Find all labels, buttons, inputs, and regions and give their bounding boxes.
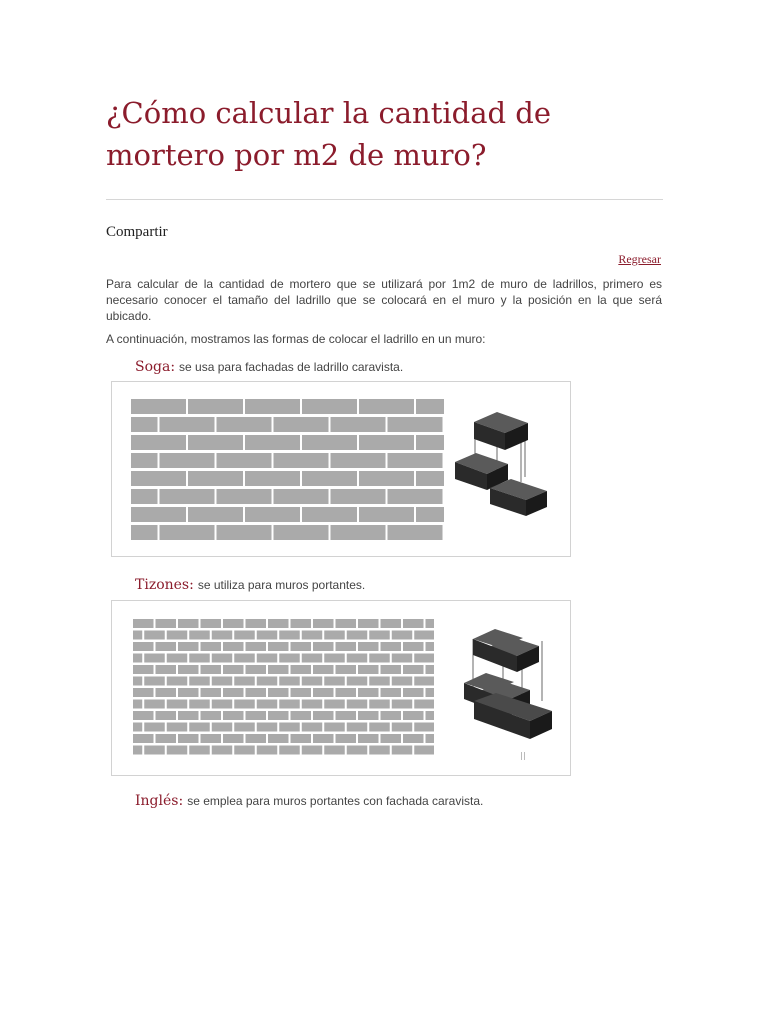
brick [416, 399, 444, 414]
method-soga [135, 358, 403, 376]
brick [234, 654, 255, 663]
brick [201, 711, 222, 720]
brick [369, 654, 390, 663]
brick [156, 642, 177, 651]
brick [347, 677, 368, 686]
brick [313, 734, 334, 743]
brick [212, 631, 233, 640]
brick [381, 711, 402, 720]
brick [212, 746, 233, 755]
brick [217, 525, 272, 540]
brick [358, 642, 379, 651]
brick [291, 711, 312, 720]
brick [188, 435, 243, 450]
brick [302, 700, 323, 709]
brick [131, 489, 158, 504]
brick [279, 700, 300, 709]
brick [156, 711, 177, 720]
brick [234, 746, 255, 755]
intro-paragraph: Para calcular de la cantidad de mortero que se utilizará por 1m2 de muro de ladrillos, primero es necesario conocer el tamaño del ladrillo que se colocará en el muro y la posición en la que será ubicado. [106, 277, 662, 323]
brick [234, 700, 255, 709]
brick [223, 665, 244, 674]
brick [133, 654, 142, 663]
soga-wall [131, 399, 444, 540]
brick [426, 711, 435, 720]
brick [359, 435, 414, 450]
brick [223, 642, 244, 651]
brick [201, 665, 222, 674]
brick [178, 619, 199, 628]
brick [369, 677, 390, 686]
brick [414, 631, 434, 640]
brick [347, 631, 368, 640]
method-tizones [135, 576, 365, 594]
brick [268, 665, 289, 674]
brick [403, 642, 424, 651]
method-description: se utiliza para muros portantes. [197, 578, 366, 592]
brick [234, 631, 255, 640]
brick [291, 688, 312, 697]
brick [144, 654, 165, 663]
brick [201, 642, 222, 651]
brick [133, 734, 154, 743]
brick [212, 677, 233, 686]
brick [133, 746, 142, 755]
brick [359, 399, 414, 414]
brick [246, 711, 267, 720]
brick [392, 700, 413, 709]
brick [279, 723, 300, 732]
brick [217, 453, 272, 468]
brick [189, 631, 210, 640]
lead-paragraph: A continuación, mostramos las formas de colocar el ladrillo en un muro: [106, 332, 486, 346]
brick [212, 654, 233, 663]
brick [246, 688, 267, 697]
brick [133, 688, 154, 697]
brick [403, 711, 424, 720]
brick [268, 642, 289, 651]
brick [131, 435, 186, 450]
brick [381, 734, 402, 743]
brick [381, 619, 402, 628]
brick [347, 723, 368, 732]
brick [358, 619, 379, 628]
brick [336, 688, 357, 697]
brick [257, 654, 278, 663]
method-term: Inglés: [135, 793, 184, 809]
brick [359, 507, 414, 522]
brick [358, 665, 379, 674]
brick [167, 654, 188, 663]
brick [178, 734, 199, 743]
tizones-illustration [112, 601, 570, 775]
brick [245, 471, 300, 486]
brick [331, 489, 386, 504]
brick [274, 489, 329, 504]
brick [324, 700, 345, 709]
brick [403, 619, 424, 628]
brick [302, 677, 323, 686]
brick [131, 507, 186, 522]
method-term: Tizones: [135, 577, 194, 593]
brick [246, 642, 267, 651]
brick [279, 677, 300, 686]
brick [133, 677, 142, 686]
brick [416, 435, 444, 450]
brick [167, 746, 188, 755]
brick [131, 471, 186, 486]
brick [279, 746, 300, 755]
brick [426, 688, 435, 697]
brick [403, 734, 424, 743]
title-divider [106, 199, 663, 200]
brick [358, 711, 379, 720]
brick [212, 723, 233, 732]
brick [302, 631, 323, 640]
brick [133, 711, 154, 720]
tizones-wall [133, 619, 434, 755]
brick [201, 734, 222, 743]
brick [388, 417, 443, 432]
brick [302, 507, 357, 522]
brick [167, 700, 188, 709]
brick [426, 734, 435, 743]
brick [388, 525, 443, 540]
brick [369, 723, 390, 732]
brick [189, 723, 210, 732]
brick [268, 688, 289, 697]
brick [217, 489, 272, 504]
brick [302, 723, 323, 732]
brick [403, 665, 424, 674]
brick [302, 471, 357, 486]
brick [223, 734, 244, 743]
brick [358, 734, 379, 743]
brick [257, 746, 278, 755]
brick [131, 525, 158, 540]
brick [160, 453, 215, 468]
brick [331, 525, 386, 540]
brick [426, 642, 435, 651]
brick [160, 417, 215, 432]
soga-brick-stack-diagram [455, 412, 547, 516]
brick [223, 688, 244, 697]
brick [131, 399, 186, 414]
brick [201, 619, 222, 628]
brick [189, 700, 210, 709]
brick [381, 665, 402, 674]
brick [291, 619, 312, 628]
brick [426, 619, 435, 628]
brick [369, 746, 390, 755]
brick [188, 399, 243, 414]
brick [167, 723, 188, 732]
brick [188, 471, 243, 486]
brick [403, 688, 424, 697]
brick [268, 619, 289, 628]
brick [324, 631, 345, 640]
brick [257, 700, 278, 709]
brick [245, 435, 300, 450]
brick [347, 654, 368, 663]
brick [133, 700, 142, 709]
brick [257, 723, 278, 732]
brick [279, 654, 300, 663]
brick [246, 665, 267, 674]
brick [257, 677, 278, 686]
brick [347, 746, 368, 755]
brick [144, 746, 165, 755]
brick [178, 642, 199, 651]
brick [178, 688, 199, 697]
brick [156, 665, 177, 674]
brick [178, 665, 199, 674]
brick [189, 654, 210, 663]
brick [234, 677, 255, 686]
brick [388, 453, 443, 468]
brick [223, 711, 244, 720]
brick [313, 665, 334, 674]
brick [369, 700, 390, 709]
brick [336, 642, 357, 651]
method-description: se emplea para muros portantes con fachada caravista. [187, 794, 484, 808]
brick [234, 723, 255, 732]
brick [246, 619, 267, 628]
brick [268, 734, 289, 743]
brick [144, 631, 165, 640]
brick [279, 631, 300, 640]
brick [324, 746, 345, 755]
brick [268, 711, 289, 720]
soga-illustration [112, 382, 570, 556]
brick [133, 723, 142, 732]
method-term: Soga: [135, 359, 176, 375]
brick [416, 471, 444, 486]
brick [217, 417, 272, 432]
brick [291, 665, 312, 674]
brick [212, 700, 233, 709]
brick [388, 489, 443, 504]
brick [160, 489, 215, 504]
tizones-brick-stack-diagram [464, 629, 552, 739]
brick [291, 642, 312, 651]
share-label[interactable]: Compartir [106, 224, 168, 240]
brick [133, 665, 154, 674]
brick [302, 399, 357, 414]
figure-tizones [111, 600, 571, 776]
brick [144, 677, 165, 686]
brick [336, 711, 357, 720]
brick [245, 399, 300, 414]
brick [291, 734, 312, 743]
brick [347, 700, 368, 709]
brick [324, 677, 345, 686]
brick [156, 734, 177, 743]
brick [188, 507, 243, 522]
brick [414, 654, 434, 663]
brick [331, 417, 386, 432]
brick [167, 677, 188, 686]
brick [257, 631, 278, 640]
figure-mark [521, 752, 525, 760]
brick [369, 631, 390, 640]
brick [245, 507, 300, 522]
brick [131, 453, 158, 468]
brick [414, 677, 434, 686]
brick [167, 631, 188, 640]
method-ingles [135, 792, 483, 810]
brick [144, 723, 165, 732]
brick [131, 417, 158, 432]
brick [414, 746, 434, 755]
brick [302, 654, 323, 663]
brick [416, 507, 444, 522]
brick [392, 677, 413, 686]
brick [274, 417, 329, 432]
brick [392, 746, 413, 755]
brick [274, 525, 329, 540]
brick [331, 453, 386, 468]
brick [392, 654, 413, 663]
brick [392, 723, 413, 732]
brick [313, 642, 334, 651]
brick [189, 746, 210, 755]
page-title: ¿Cómo calcular la cantidad de mortero por m2 de muro? [106, 96, 552, 172]
back-link[interactable]: Regresar [618, 252, 661, 266]
brick [381, 688, 402, 697]
brick [336, 665, 357, 674]
brick [313, 711, 334, 720]
brick [156, 619, 177, 628]
brick [358, 688, 379, 697]
brick [313, 619, 334, 628]
brick [201, 688, 222, 697]
brick [324, 723, 345, 732]
brick [414, 700, 434, 709]
brick [414, 723, 434, 732]
brick [274, 453, 329, 468]
brick [359, 471, 414, 486]
brick [392, 631, 413, 640]
brick [336, 619, 357, 628]
brick [133, 619, 154, 628]
brick [189, 677, 210, 686]
brick [302, 746, 323, 755]
brick [133, 642, 154, 651]
brick [302, 435, 357, 450]
brick [381, 642, 402, 651]
method-description: se usa para fachadas de ladrillo caravista. [179, 360, 404, 374]
brick [336, 734, 357, 743]
brick [246, 734, 267, 743]
brick [324, 654, 345, 663]
brick [160, 525, 215, 540]
brick [426, 665, 435, 674]
brick [178, 711, 199, 720]
brick [133, 631, 142, 640]
brick [313, 688, 334, 697]
figure-soga [111, 381, 571, 557]
brick [144, 700, 165, 709]
brick [156, 688, 177, 697]
brick [223, 619, 244, 628]
